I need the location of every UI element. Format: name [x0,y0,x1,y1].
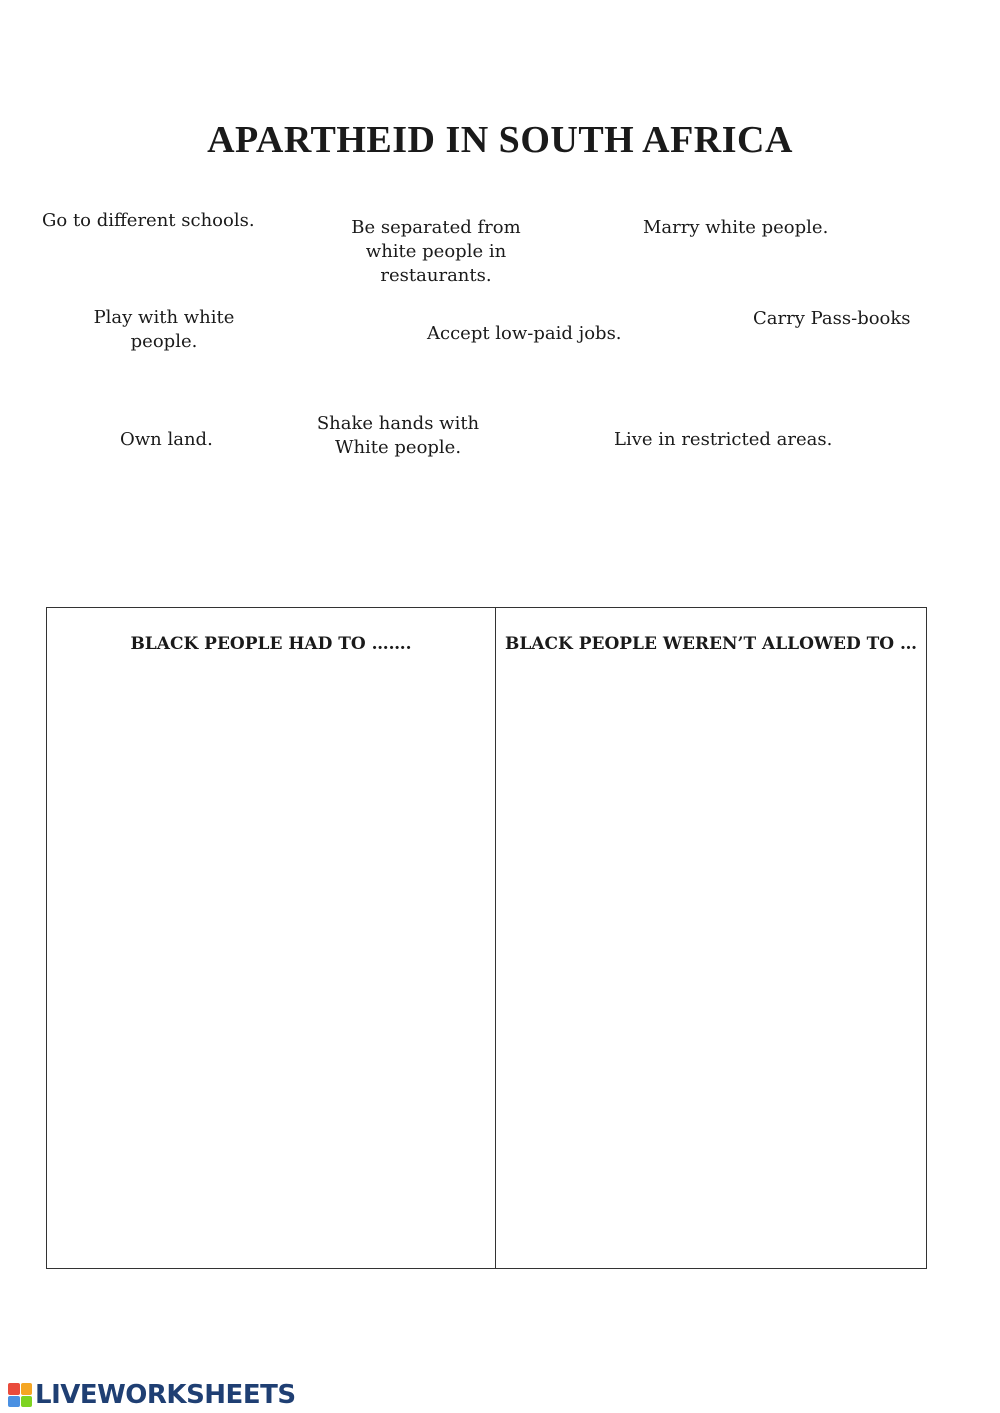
logo-square-orange [21,1383,33,1395]
phrase-card-separated-restaurants[interactable]: Be separated from white people in restaurants. [351,217,521,286]
had-to-column [47,608,496,1268]
not-allowed-column [496,608,926,1268]
logo-square-green [21,1396,33,1408]
logo-square-blue [8,1396,20,1408]
phrase-card-pass-books[interactable]: Carry Pass-books [753,308,911,329]
brand-name: LIVEWORKSHEETS [35,1380,296,1410]
not-allowed-header: BLACK PEOPLE WEREN’T ALLOWED TO … [504,634,918,654]
phrase-card-restricted-areas[interactable]: Live in restricted areas. [614,429,833,450]
had-to-header: BLACK PEOPLE HAD TO ……. [130,634,412,654]
phrase-card-shake-hands[interactable]: Shake hands with White people. [316,413,480,458]
liveworksheets-logo-icon [8,1383,32,1407]
liveworksheets-brand [8,1382,296,1408]
logo-square-red [8,1383,20,1395]
phrase-card-different-schools[interactable]: Go to different schools. [42,210,255,231]
not-allowed-drop-zone[interactable] [496,678,926,1268]
worksheet-title: APARTHEID IN SOUTH AFRICA [207,119,793,161]
had-to-drop-zone[interactable] [47,678,495,1268]
phrase-card-play-with-white-people[interactable]: Play with white people. [93,307,235,352]
phrase-card-marry-white-people[interactable]: Marry white people. [643,217,829,238]
phrase-card-own-land[interactable]: Own land. [120,429,213,450]
phrase-card-low-paid-jobs[interactable]: Accept low-paid jobs. [427,323,622,344]
sorting-table [46,607,927,1269]
